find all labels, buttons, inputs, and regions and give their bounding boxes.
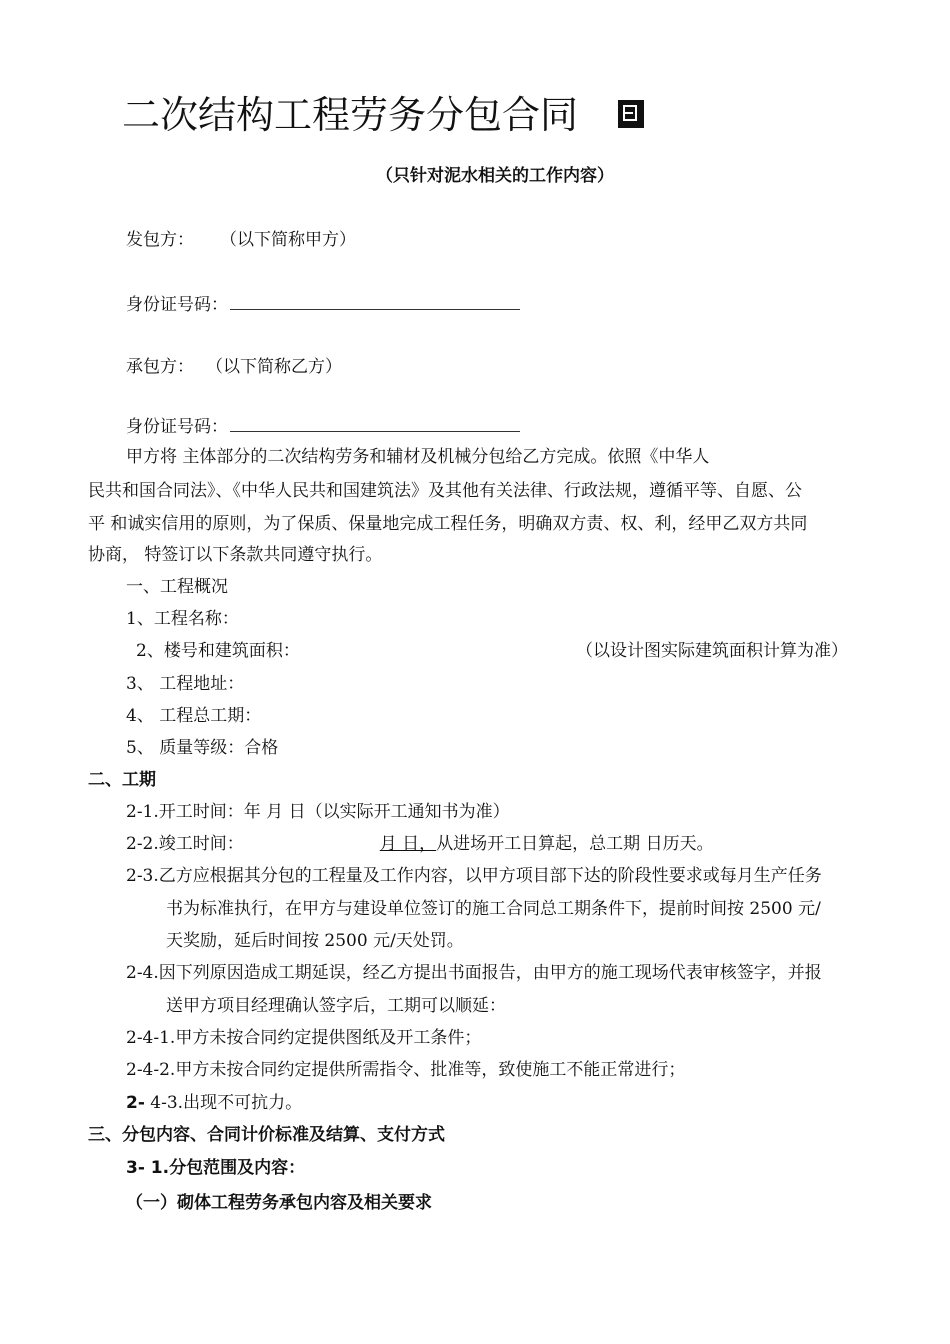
clause-2-1: 2-1.开工时间：年 月 日（以实际开工通知书为准） [126, 802, 510, 822]
contractor-label: 发包方： [126, 230, 194, 250]
clause-2-4-1: 2-4-1.甲方未按合同约定提供图纸及开工条件； [126, 1028, 482, 1048]
contractor-id-label: 身份证号码： [126, 295, 228, 315]
intro-line-3: 平 和诚实信用的原则，为了保质、保量地完成工程任务，明确双方责、权、利，经甲乙双方共同 [88, 514, 808, 534]
contractor-id-line [126, 293, 520, 316]
clause-2-2 [126, 833, 714, 855]
contractor-id-blank [230, 293, 520, 310]
contractor-note: （以下简称甲方） [220, 230, 356, 250]
clause-2-4-line-1: 2-4.因下列原因造成工期延误，经乙方提出书面报告，由甲方的施工现场代表审核签字，并报 [126, 963, 822, 983]
subcontractor-line [126, 356, 342, 378]
clause-2-4-3-prefix: 2- [126, 1093, 145, 1113]
clause-2-4-line-2: 送甲方项目经理确认签字后，工期可以顺延： [166, 996, 506, 1016]
clause-2-2-date: 月 日， [379, 834, 437, 854]
section3-heading: 三、分包内容、合同计价标准及结算、支付方式 [88, 1125, 445, 1145]
section1-item-1: 1、工程名称： [126, 609, 239, 629]
clause-2-2-label: 2-2.竣工时间： [126, 834, 244, 854]
document-title: 二次结构工程劳务分包合同 [122, 93, 579, 137]
section1-item-2: 2、楼号和建筑面积： [136, 641, 300, 661]
section1-heading: 一、工程概况 [126, 577, 228, 597]
clause-2-4-3-text: 4-3.出现不可抗力。 [144, 1093, 303, 1113]
section3-sub-2: （一）砌体工程劳务承包内容及相关要求 [126, 1193, 432, 1213]
section3-sub-1: 3- 1.分包范围及内容： [126, 1158, 306, 1178]
section1-item-5: 5、 质量等级：合格 [126, 738, 279, 758]
intro-line-2: 民共和国合同法》、《中华人民共和国建筑法》及其他有关法律、行政法规，遵循平等、自愿、公 [88, 481, 802, 501]
section1-item-3: 3、 工程地址： [126, 674, 245, 694]
document-subtitle: （只针对泥水相关的工作内容） [376, 166, 614, 186]
section1-item-2-note: （以设计图实际建筑面积计算为准） [576, 641, 848, 661]
subcontractor-id-blank [230, 415, 520, 432]
clause-2-2-rest: 从进场开工日算起，总工期 日历天。 [436, 834, 714, 854]
clause-2-4-2: 2-4-2.甲方未按合同约定提供所需指令、批准等，致使施工不能正常进行； [126, 1060, 686, 1080]
clause-2-3-line-2: 书为标准执行，在甲方与建设单位签订的施工合同总工期条件下，提前时间按 2500 元/ [166, 899, 821, 919]
section1-item-4: 4、 工程总工期： [126, 706, 262, 726]
subcontractor-id-line [126, 415, 520, 438]
intro-line-4: 协商， 特签订以下条款共同遵守执行。 [88, 545, 383, 565]
subcontractor-note: （以下简称乙方） [206, 357, 342, 377]
clause-2-3-line-1: 2-3.乙方应根据其分包的工程量及工作内容，以甲方项目部下达的阶段性要求或每月生产任务 [126, 866, 822, 886]
contractor-line [126, 229, 356, 251]
clause-2-4-3 [126, 1092, 302, 1114]
intro-line-1: 甲方将 主体部分的二次结构劳务和辅材及机械分包给乙方完成。依照《中华人 [126, 447, 710, 467]
clause-2-3-line-3: 天奖励，延后时间按 2500 元/天处罚。 [166, 931, 464, 951]
subcontractor-label: 承包方： [126, 357, 194, 377]
document-badge-icon [618, 100, 644, 128]
section2-heading: 二、工期 [88, 770, 156, 790]
subcontractor-id-label: 身份证号码： [126, 417, 228, 437]
